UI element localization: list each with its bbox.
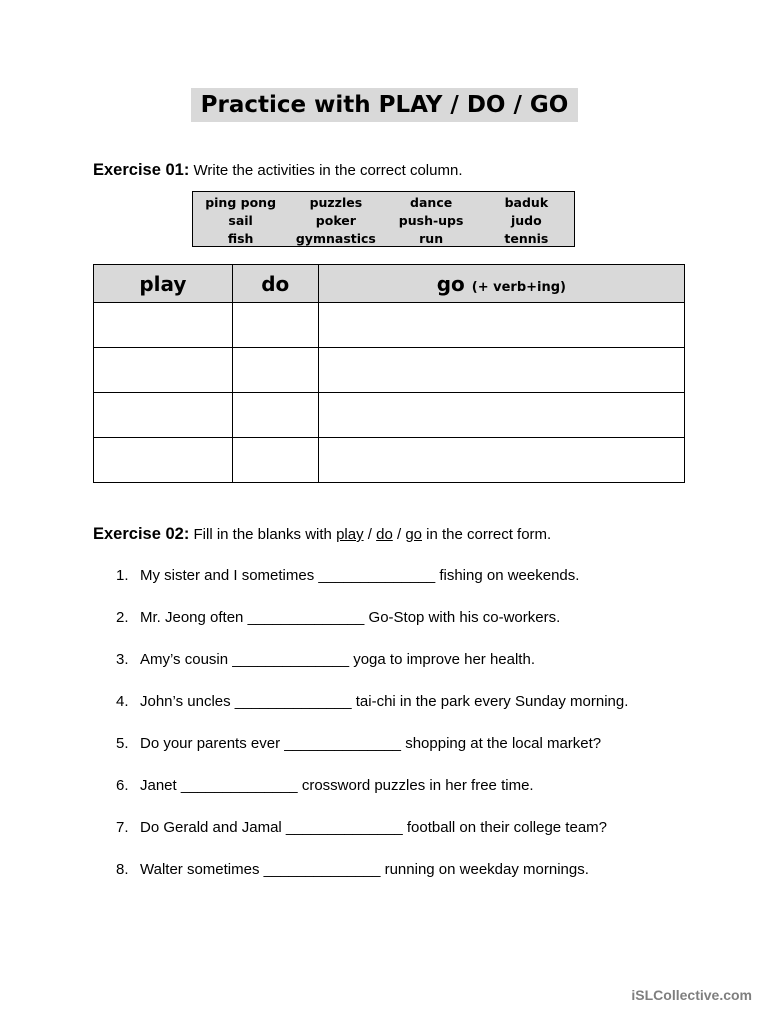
question-number: 3. [116,651,129,668]
table-row [94,393,685,438]
answer-cell-play[interactable] [94,438,233,483]
question-text: Do Gerald and Jamal ______________ football on their college team? [140,819,607,836]
table-row [94,438,685,483]
answer-cell-play[interactable] [94,348,233,393]
word-bank-item: tennis [504,231,549,246]
question-number: 6. [116,777,129,794]
question-list [116,567,628,903]
answer-cell-do[interactable] [232,393,318,438]
question-item [116,777,628,819]
exercise-02-heading [93,525,551,544]
verb-do: do [376,526,393,543]
answer-cell-go[interactable] [318,393,684,438]
question-item [116,861,628,903]
word-bank-item: push-ups [398,213,464,228]
question-item [116,567,628,609]
word-bank-row [193,230,574,248]
exercise-02-instruction-post: in the correct form. [422,526,552,543]
answer-cell-do[interactable] [232,438,318,483]
table-header-row [94,265,685,303]
word-bank-item: fish [227,231,254,246]
answer-cell-go[interactable] [318,303,684,348]
answer-cell-do[interactable] [232,348,318,393]
question-number: 5. [116,735,129,752]
word-bank-item: judo [511,213,542,228]
answer-cell-play[interactable] [94,393,233,438]
worksheet-title: Practice with PLAY / DO / GO [191,88,578,122]
table-row [94,348,685,393]
exercise-02-instruction-pre: Fill in the blanks with [189,526,337,543]
word-bank-row [193,212,574,230]
question-item [116,735,628,777]
question-text: Do your parents ever ______________ shopping at the local market? [140,735,602,752]
question-item [116,609,628,651]
word-bank-item: poker [315,213,356,228]
answer-cell-go[interactable] [318,438,684,483]
question-item [116,819,628,861]
column-header-play: play [94,265,233,303]
word-bank-item: run [419,231,444,246]
separator: / [363,526,377,543]
question-text: Mr. Jeong often ______________ Go-Stop with his co-workers. [140,609,561,626]
question-number: 4. [116,693,129,710]
question-item [116,651,628,693]
word-bank-item: baduk [504,195,549,210]
answer-cell-do[interactable] [232,303,318,348]
word-bank-item: dance [410,195,453,210]
question-number: 8. [116,861,129,878]
question-number: 2. [116,609,129,626]
column-header-do: do [232,265,318,303]
word-bank-item: sail [228,213,253,228]
exercise-01-label: Exercise 01: [93,161,190,179]
footer-watermark: iSLCollective.com [631,987,752,1003]
question-number: 7. [116,819,129,836]
table-row [94,303,685,348]
exercise-02-label: Exercise 02: [93,525,190,543]
go-column-note: (+ verb+ing) [471,279,566,295]
word-bank-item: gymnastics [295,231,376,246]
question-text: Walter sometimes ______________ running on weekday mornings. [140,861,589,878]
word-bank-item: ping pong [205,195,277,210]
activity-columns-table [93,264,685,483]
question-text: Amy’s cousin ______________ yoga to improve her health. [140,651,535,668]
word-bank [192,191,575,247]
verb-go: go [405,526,422,543]
column-header-go-label: go [436,271,465,296]
answer-cell-go[interactable] [318,348,684,393]
question-text: Janet ______________ crossword puzzles in her free time. [140,777,534,794]
question-text: My sister and I sometimes ______________ fishing on weekends. [140,567,580,584]
word-bank-item: puzzles [309,195,363,210]
question-text: John’s uncles ______________ tai-chi in the park every Sunday morning. [140,693,629,710]
question-item [116,693,628,735]
separator: / [392,526,406,543]
word-bank-row [193,194,574,212]
exercise-01-heading [93,161,463,180]
exercise-01-instruction: Write the activities in the correct column. [189,162,463,179]
verb-play: play [336,526,364,543]
answer-cell-play[interactable] [94,303,233,348]
column-header-go [318,265,684,303]
question-number: 1. [116,567,129,584]
